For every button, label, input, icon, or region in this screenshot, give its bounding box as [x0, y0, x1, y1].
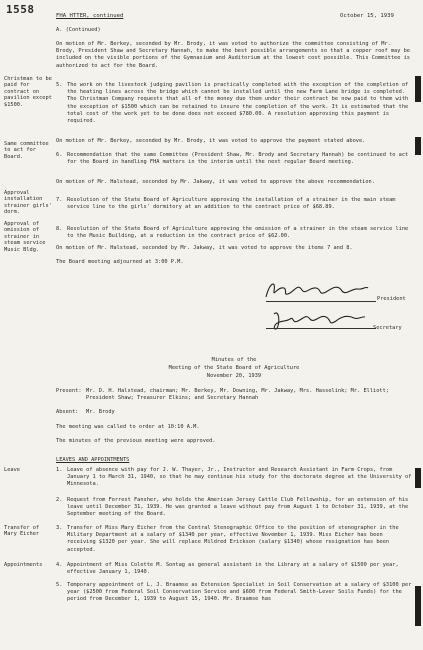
minutes-title: Minutes of the — [211, 357, 257, 363]
absent-label: Absent: — [56, 409, 79, 415]
item-8-text: Resolution of the State Board of Agriculture approving the omission of a strainer in the steam service line to the Music Building, at a reduction in the contract price of $62.00. — [67, 226, 409, 240]
margin-note-strainer-girls: Approval installation strainer girls' dorm. — [4, 190, 52, 216]
secretary-signature-line — [266, 328, 376, 329]
item-number: 3. — [56, 525, 63, 531]
motion-item-6: On motion of Mr. Halstead, seconded by Mr. Jakway, it was voted to approve the above recommendation. — [56, 179, 375, 185]
page-date: October 15, 1939 — [340, 13, 394, 19]
item-number: 7. — [56, 197, 63, 203]
item-number: 5. — [56, 582, 63, 588]
index-tab — [415, 137, 421, 155]
president-label: President — [377, 296, 406, 302]
present-label: Present: — [56, 388, 82, 394]
appointment-item-4: Appointment of Miss Colette M. Sontag as general assistant in the Library at a salary of $1500 per year, effective January 1, 1940. — [67, 562, 399, 576]
margin-note-strainer-music: Approval of omission of strainer in steam service Music Bldg. — [4, 221, 46, 253]
item-7-text: Resolution of the State Board of Agriculture approving the installation of a strainer in the main steam service line to the girls' dormitory at an addition to the contract price of $68.89. — [67, 197, 396, 211]
item-number: 2. — [56, 497, 63, 503]
paragraph-a-motion: On motion of Mr. Berkey, seconded by Mr. Brody, it was voted to authorize the committee consisting of Mr. Brody, President Shaw and Secretary Hannah, to make the best possible arrangements so that a copper roof may be included on the visible portions of the Gymnasium and Auditorium at the lowest cost possible. This Committee is authorized to act for the Board. — [56, 41, 410, 69]
index-tab — [415, 76, 421, 102]
item-number: 4. — [56, 562, 63, 568]
header-title: FHA HTTER, continued — [56, 13, 124, 19]
index-tab — [415, 586, 421, 626]
margin-note-transfer: Transfer of Mary Eicher — [4, 525, 40, 538]
leave-item-1: Leave of absence with pay for J. W. Thayer, Jr., Instructor and Research Assistant in Farm Crops, from January 1 to March 31, 1940, so that he may continue his study for the doctorate degree at the University of Minnesota. — [67, 467, 412, 488]
present-list: Mr. D. H. Halstead, chairman; Mr. Berkey, Mr. Downing, Mr. Jakway, Mrs. Hasselink; Mr. Elliott; President Shaw; Treasurer Elkins; and Secretary Hannah — [86, 388, 389, 402]
margin-note-committee: Same committee to act for Board. — [4, 141, 49, 160]
margin-note-christman: Christman to be paid for contract on pavilion except $1500. — [4, 76, 52, 108]
absent-list: Mr. Brody — [86, 409, 115, 415]
item-number: 5. — [56, 82, 63, 88]
minutes-subtitle: Meeting of the State Board of Agriculture — [168, 365, 300, 371]
transfer-item-3: Transfer of Miss Mary Eicher from the Central Stenographic Office to the position of stenographer in the Military Department at a salary of $1340 per year, effective November 1, 1939. Miss Eicher has been receiving $1320 per year. She will replace Mildred Erickson (salary $1340) whose resignation has been accepted. — [67, 525, 399, 553]
motion-items-7-8: On motion of Mr. Halstead, seconded by Mr. Jakway, it was voted to approve the items 7 and 8. — [56, 245, 353, 251]
item-number: 1. — [56, 467, 63, 473]
index-tab — [415, 468, 421, 488]
president-signature-line — [266, 301, 376, 302]
margin-note-leave: Leave — [4, 467, 20, 473]
item-number: 8. — [56, 226, 63, 232]
section-heading: LEAVES AND APPOINTMENTS — [56, 457, 130, 463]
page-number: 1558 — [6, 3, 35, 16]
margin-note-appointments: Appointments — [4, 562, 43, 568]
appointment-item-5: Temporary appointment of L. J. Braamse as Extension Specialist in Soil Conservation at a salary of $3100 per year ($2500 from Federal Soil Conservation Service and $600 from Federal Smith-Lever Soils Funds) for the period from December 1, 1939 to August 15, 1940. Mr. Braamse has — [67, 582, 412, 603]
minutes-date: November 20, 1939 — [206, 373, 262, 379]
call-to-order: The meeting was called to order at 10:10 A.M. — [56, 424, 200, 430]
adjournment-note: The Board meeting adjourned at 3:00 P.M. — [56, 259, 184, 265]
leave-item-2: Request from Forrest Fansher, who holds the American Jersey Cattle Club Fellowship, for an extension of his leave until December 31, 1939. He was granted a leave without pay from August 1 to October 31, 1939, at the September meeting of the Board. — [67, 497, 409, 518]
item-5-text: The work on the livestock judging pavilion is practically completed with the exception of the completion of the heating lines across the bridge which cannot be installed until the new Farm Lane bridge is completed. The Christman Company requests that all of the money due them under their contract be now paid to them with the exception of $1500 which can be retained to insure the completion of the work. It is estimated that the total cost of the work yet to be done does not exceed $780.00. A resolution approving this payment is required. — [67, 82, 409, 125]
item-6-text: Recommendation that the same Committee (President Shaw, Mr. Brody and Secretary Hannah) be continued to act for the Board in handling FHA matters in the interim until the next regular Board meeting. — [67, 152, 409, 166]
continued-heading: A. (Continued) — [56, 27, 101, 33]
motion-item-5: On motion of Mr. Berkey, seconded by Mr. Brody, it was voted to approve the payment stated above. — [56, 138, 366, 144]
previous-minutes: The minutes of the previous meeting were approved. — [56, 438, 216, 444]
item-number: 6. — [56, 152, 63, 158]
secretary-label: Secretary — [373, 325, 402, 331]
